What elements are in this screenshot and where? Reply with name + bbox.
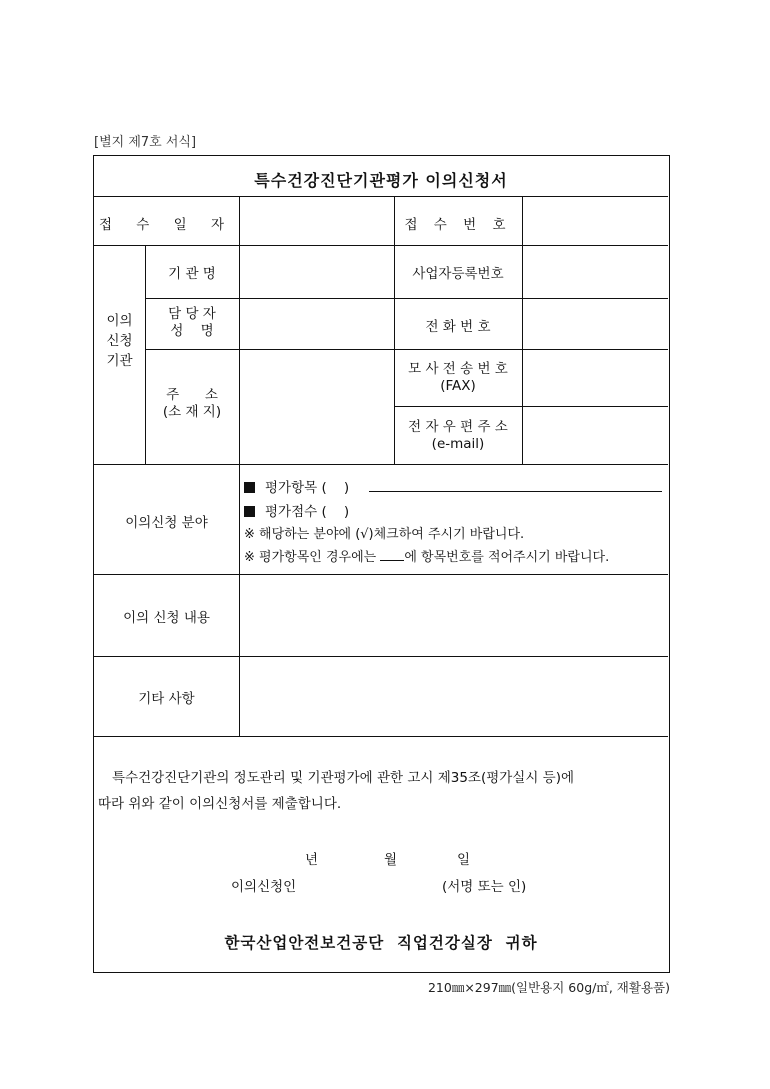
application-form (93, 155, 670, 973)
note-text: ※ 평가항목인 경우에는 (244, 550, 377, 565)
email-field[interactable] (523, 407, 668, 464)
field-note-number (244, 546, 609, 565)
manager-label-line: 담 당 자 (168, 306, 216, 322)
statement-line: 특수건강진단기관의 정도관리 및 기관평가에 관한 고시 제35조(평가실시 등)에 (112, 770, 575, 786)
address-label (145, 387, 239, 421)
eval-item-text: 평가항목 ( ) (265, 480, 350, 496)
eval-score-option[interactable] (244, 500, 349, 520)
manager-name-field[interactable] (240, 299, 394, 349)
business-reg-label: 사업자등록번호 (412, 266, 504, 282)
other-field[interactable] (240, 657, 668, 736)
divider (94, 736, 668, 737)
addressee: 한국산업안전보건공단 직업건강실장 귀하 (224, 934, 538, 952)
address-label-line: (소 재 지) (162, 404, 222, 420)
applicant-group-label (94, 311, 145, 371)
content-label: 이의 신청 내용 (123, 610, 210, 626)
fax-label (394, 361, 522, 395)
group-label-line: 기관 (106, 353, 133, 369)
date-month: 월 (384, 852, 398, 868)
field-note-check: ※ 해당하는 분야에 (√)체크하여 주시기 바랍니다. (244, 527, 525, 542)
org-name-label: 기 관 명 (168, 266, 216, 282)
address-label-line: 주 소 (166, 387, 218, 403)
group-label-line: 신청 (106, 333, 133, 349)
applicant-signer-field[interactable] (319, 870, 439, 892)
form-number-label: [별지 제7호 서식] (94, 135, 197, 150)
note-text: 에 항목번호를 적어주시기 바랍니다. (404, 550, 610, 565)
eval-item-option[interactable] (244, 476, 349, 496)
other-label: 기타 사항 (138, 691, 195, 707)
phone-field[interactable] (523, 299, 668, 349)
receipt-number-label: 접 수 번 호 (404, 217, 512, 233)
receipt-date-label: 접 수 일 자 (98, 217, 235, 233)
email-label-line: 전 자 우 편 주 소 (408, 419, 508, 435)
fax-label-line: (FAX) (440, 378, 476, 394)
manager-label-line: 성 명 (170, 323, 214, 339)
date-day: 일 (457, 852, 471, 868)
checkbox-icon (244, 482, 255, 493)
checkbox-icon (244, 506, 255, 517)
phone-label: 전 화 번 호 (425, 319, 491, 335)
blank-underline (380, 550, 404, 561)
receipt-date-field[interactable] (240, 197, 394, 245)
address-field[interactable] (240, 350, 394, 464)
business-reg-field[interactable] (523, 246, 668, 298)
form-title: 특수건강진단기관평가 이의신청서 (254, 171, 508, 190)
applicant-signer-label: 이의신청인 (231, 879, 297, 895)
eval-score-text: 평가점수 ( ) (265, 504, 350, 520)
divider (94, 464, 668, 465)
eval-item-underline (369, 491, 662, 492)
email-label (394, 419, 522, 453)
field-label: 이의신청 분야 (125, 515, 208, 531)
content-field[interactable] (240, 575, 668, 656)
paper-spec: 210㎜×297㎜(일반용지 60g/㎡, 재활용품) (427, 980, 670, 995)
org-name-field[interactable] (240, 246, 394, 298)
signature-note: (서명 또는 인) (442, 879, 527, 895)
email-label-line: (e-mail) (431, 436, 485, 452)
date-year: 년 (305, 852, 319, 868)
fax-field[interactable] (523, 350, 668, 406)
group-label-line: 이의 (106, 313, 133, 329)
receipt-number-field[interactable] (523, 197, 668, 245)
fax-label-line: 모 사 전 송 번 호 (408, 361, 508, 377)
statement-line: 따라 위와 같이 이의신청서를 제출합니다. (98, 796, 342, 812)
manager-label (145, 306, 239, 340)
